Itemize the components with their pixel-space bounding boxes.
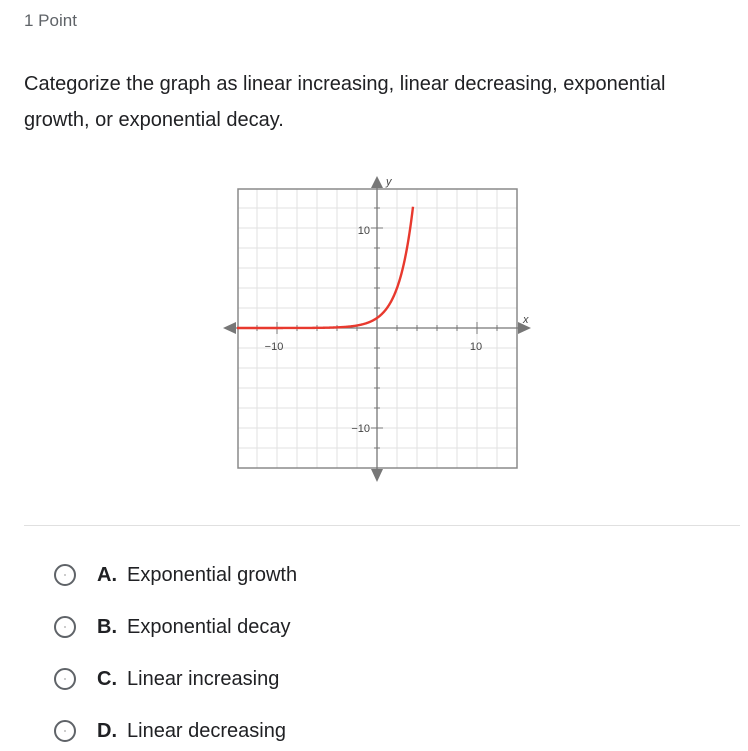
- graph-chart: [222, 172, 532, 488]
- option-letter: A.: [97, 563, 117, 586]
- x-tick-label-neg10: −10: [264, 341, 284, 353]
- y-tick-label-neg10: −10: [351, 423, 370, 435]
- question-text: Categorize the graph as linear increasing, linear decreasing, exponential growth, or exponential decay.: [24, 73, 666, 131]
- option-c[interactable]: [54, 659, 554, 699]
- radio-icon[interactable]: [54, 668, 76, 690]
- option-b[interactable]: [54, 607, 554, 647]
- x-tick-label-10: 10: [469, 341, 483, 353]
- radio-icon[interactable]: [54, 720, 76, 742]
- y-tick-label-10: 10: [357, 225, 370, 237]
- option-label: Linear increasing: [127, 667, 280, 690]
- x-axis-arrow-left-icon: [223, 322, 236, 334]
- y-axis-label: y: [386, 176, 392, 188]
- radio-icon[interactable]: [54, 564, 76, 586]
- option-letter: C.: [97, 667, 117, 690]
- curve-line: [237, 207, 413, 328]
- x-axis-label: x: [523, 314, 529, 326]
- radio-icon[interactable]: [54, 616, 76, 638]
- option-letter: B.: [97, 615, 117, 638]
- divider: [24, 525, 740, 526]
- option-d[interactable]: [54, 711, 554, 751]
- option-label: Exponential growth: [127, 563, 298, 586]
- option-label: Linear decreasing: [127, 719, 286, 742]
- option-a[interactable]: [54, 555, 554, 595]
- y-axis-arrow-up-icon: [371, 176, 383, 188]
- points-label: 1 Point: [24, 11, 77, 30]
- graph: [222, 172, 532, 488]
- option-letter: D.: [97, 719, 117, 742]
- y-axis-arrow-down-icon: [371, 469, 383, 482]
- option-label: Exponential decay: [127, 615, 291, 638]
